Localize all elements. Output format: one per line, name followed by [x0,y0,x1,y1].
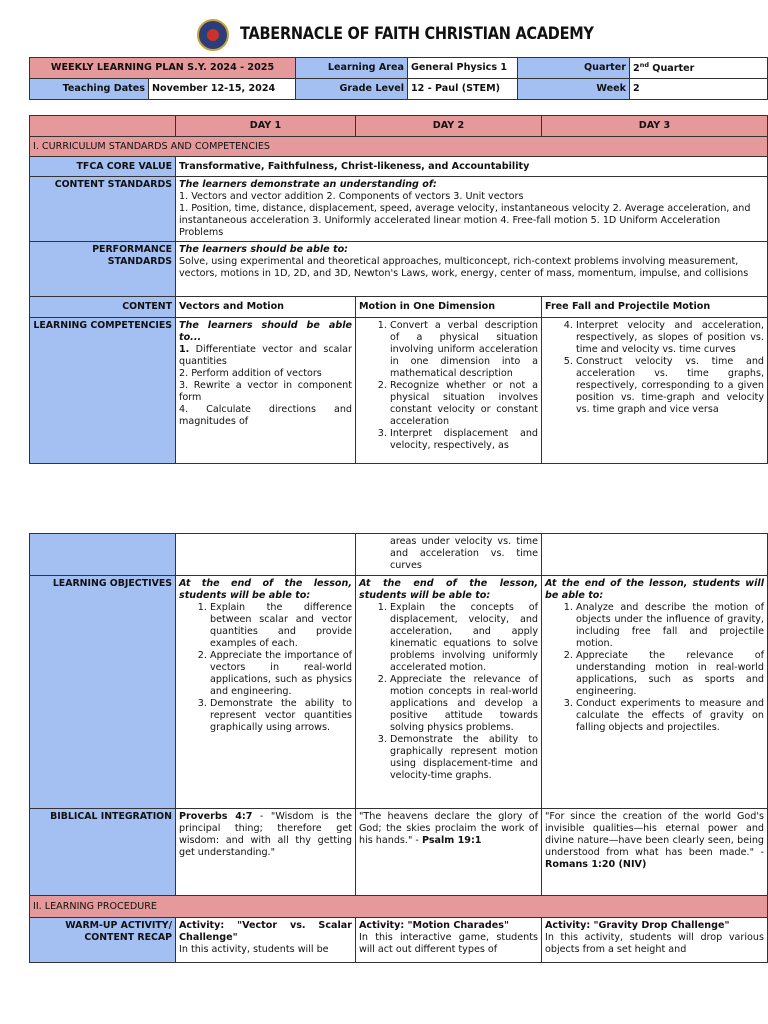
competencies-day-2-continued [373,536,538,572]
warmup-day-1-title: Activity: "Vector vs. Scalar Challenge" [179,920,352,943]
week-value: 2 [630,79,768,100]
learning-area-label: Learning Area [296,58,408,79]
week-label: Week [518,79,630,100]
warmup-day-1 [176,918,356,963]
objective-item: 1. Explain the difference between scalar and vector quantities and provide examples of each. [210,602,352,650]
page-header [0,18,768,52]
competency-item: 3. Rewrite a vector in component form [179,379,352,403]
competency-item: 1. Differentiate vector and scalar quantities [179,343,352,367]
competencies-day-2 [356,318,542,464]
objectives-table [29,533,768,963]
competency-item: 1. Convert a verbal description of a physical situation involving uniform acceleration in one dimension into a mathematical description [390,320,538,380]
objectives-day-1-list [193,602,352,734]
content-day-3: Free Fall and Projectile Motion [542,297,768,318]
objective-item: 2. Appreciate the relevance of understanding motion in real-world applications, such as sports and engineering. [576,650,764,698]
objectives-day-3 [542,576,768,809]
teaching-dates-label: Teaching Dates [30,79,149,100]
objectives-day-2 [356,576,542,809]
objectives-day-3-lead: At the end of the lesson, students will be able to: [545,578,764,601]
day-3-header: DAY 3 [542,116,768,137]
warmup-day-3-title: Activity: "Gravity Drop Challenge" [545,920,730,931]
learning-area-value: General Physics 1 [408,58,518,79]
content-standards-line1: 1. Vectors and vector addition 2. Components of vectors 3. Unit vectors [179,190,524,202]
competencies-day-1 [176,318,356,464]
day-1-header: DAY 1 [176,116,356,137]
biblical-day-2: "The heavens declare the glory of God; the skies proclaim the work of his hands." - Psalm 19:1 [356,809,542,896]
warmup-day-2-title: Activity: "Motion Charades" [359,920,509,931]
objectives-day-2-lead: At the end of the lesson, students will be able to: [359,578,538,601]
warmup-day-1-text: In this activity, students will be [179,943,329,955]
content-standards-line2: 1. Position, time, distance, displacement, speed, average velocity, instantaneous velocity 2. Average acceleration, and instantaneous acceleration 3. Uniformly accelerated linear motion 4. Free-fall motion 5. 1D Uniform Acceleration Problems [179,202,751,238]
content-standards-cell [176,177,768,242]
core-value-text: Transformative, Faithfulness, Christ-likeness, and Accountability [176,157,768,177]
competencies-day-3-list [559,320,764,416]
warmup-label: WARM-UP ACTIVITY/ CONTENT RECAP [30,918,176,963]
objective-item: 2. Appreciate the relevance of motion concepts in real-world applications and develop a positive attitude towards solving physics problems. [390,674,538,734]
content-label: CONTENT [30,297,176,318]
objectives-label: LEARNING OBJECTIVES [30,576,176,809]
objective-item: 3. Demonstrate the ability to graphically represent motion using displacement-time and velocity-time graphs. [390,734,538,782]
continued-day-3 [542,534,768,576]
continued-day-1 [176,534,356,576]
competencies-label: LEARNING COMPETENCIES [30,318,176,464]
biblical-day-3: "For since the creation of the world God's invisible qualities—his eternal power and divine nature—have been clearly seen, being understood from what has been made." - Romans 1:20 (NIV) [542,809,768,896]
biblical-label: BIBLICAL INTEGRATION [30,809,176,896]
quarter-label: Quarter [518,58,630,79]
competency-item: 4. Calculate directions and magnitudes of [179,403,352,427]
grade-level-label: Grade Level [296,79,408,100]
section-curriculum: I. CURRICULUM STANDARDS AND COMPETENCIES [30,137,768,157]
objective-item: 1. Explain the concepts of displacement, velocity, and acceleration, and apply kinematic equations to solve problems involving uniformly accelerated motion. [390,602,538,674]
warmup-day-3 [542,918,768,963]
objectives-day-1 [176,576,356,809]
objectives-day-2-list [373,602,538,782]
competencies-day-3 [542,318,768,464]
performance-standards-lead: The learners should be able to: [179,244,349,255]
warmup-day-2-text: In this interactive game, students will act out different types of [359,931,538,955]
performance-standards-label: PERFORMANCE STANDARDS [30,242,176,297]
day-2-header: DAY 2 [356,116,542,137]
competency-item: 3. Interpret displacement and velocity, respectively, as [390,428,538,452]
competencies-day-1-lead: The learners should be able to... [179,320,352,343]
warmup-day-3-text: In this activity, students will drop various objects from a set height and [545,931,764,955]
core-value-label: TFCA CORE VALUE [30,157,176,177]
objective-item: 1. Analyze and describe the motion of objects under the influence of gravity, including free fall and projectile motion. [576,602,764,650]
competency-item: 2. Recognize whether or not a physical situation involves constant velocity or constant acceleration [390,380,538,428]
biblical-day-1: Proverbs 4:7 - "Wisdom is the principal thing; therefore get wisdom: and with all thy getting get understanding." [176,809,356,896]
section-procedure: II. LEARNING PROCEDURE [30,896,768,918]
teaching-dates-value: November 12-15, 2024 [149,79,296,100]
school-name: TABERNACLE OF FAITH CHRISTIAN ACADEMY [240,24,594,43]
grade-level-value: 12 - Paul (STEM) [408,79,518,100]
content-standards-lead: The learners demonstrate an understanding of: [179,179,437,190]
curriculum-table [29,115,768,464]
corner-cell [30,116,176,137]
plan-info-table [29,57,768,100]
competency-item: 4. Interpret velocity and acceleration, respectively, as slopes of position vs. time and velocity vs. time curves [576,320,764,356]
competency-item-continued: areas under velocity vs. time and acceleration vs. time curves [390,536,538,571]
competency-item: 5. Construct velocity vs. time and acceleration vs. time graphs, respectively, corresponding to a given position vs. time-graph and velocity vs. time graph and vice versa [576,356,764,416]
content-day-2: Motion in One Dimension [356,297,542,318]
objective-item: 3. Conduct experiments to measure and calculate the effects of gravity on falling objects and projectiles. [576,698,764,734]
content-standards-label: CONTENT STANDARDS [30,177,176,242]
objectives-day-1-lead: At the end of the lesson, students will be able to: [179,578,352,601]
warmup-day-2 [356,918,542,963]
school-seal-icon [197,19,229,51]
performance-standards-text: Solve, using experimental and theoretical approaches, multiconcept, rich-context problems involving measurement, vectors, motions in 1D, 2D, and 3D, Newton's Laws, work, energy, center of mass, momentum, impulse, and collisions [179,255,749,279]
continued-day-2 [356,534,542,576]
performance-standards-cell [176,242,768,297]
quarter-value: 2nd Quarter [630,58,768,79]
objectives-day-3-list [559,602,764,734]
competencies-day-2-list [373,320,538,452]
objective-item: 3. Demonstrate the ability to represent vector quantities graphically using arrows. [210,698,352,734]
continued-label-cell [30,534,176,576]
objective-item: 2. Appreciate the importance of vectors in real-world applications, such as physics and engineering. [210,650,352,698]
plan-title: WEEKLY LEARNING PLAN S.Y. 2024 - 2025 [30,58,296,79]
content-day-1: Vectors and Motion [176,297,356,318]
competency-item: 2. Perform addition of vectors [179,367,322,379]
